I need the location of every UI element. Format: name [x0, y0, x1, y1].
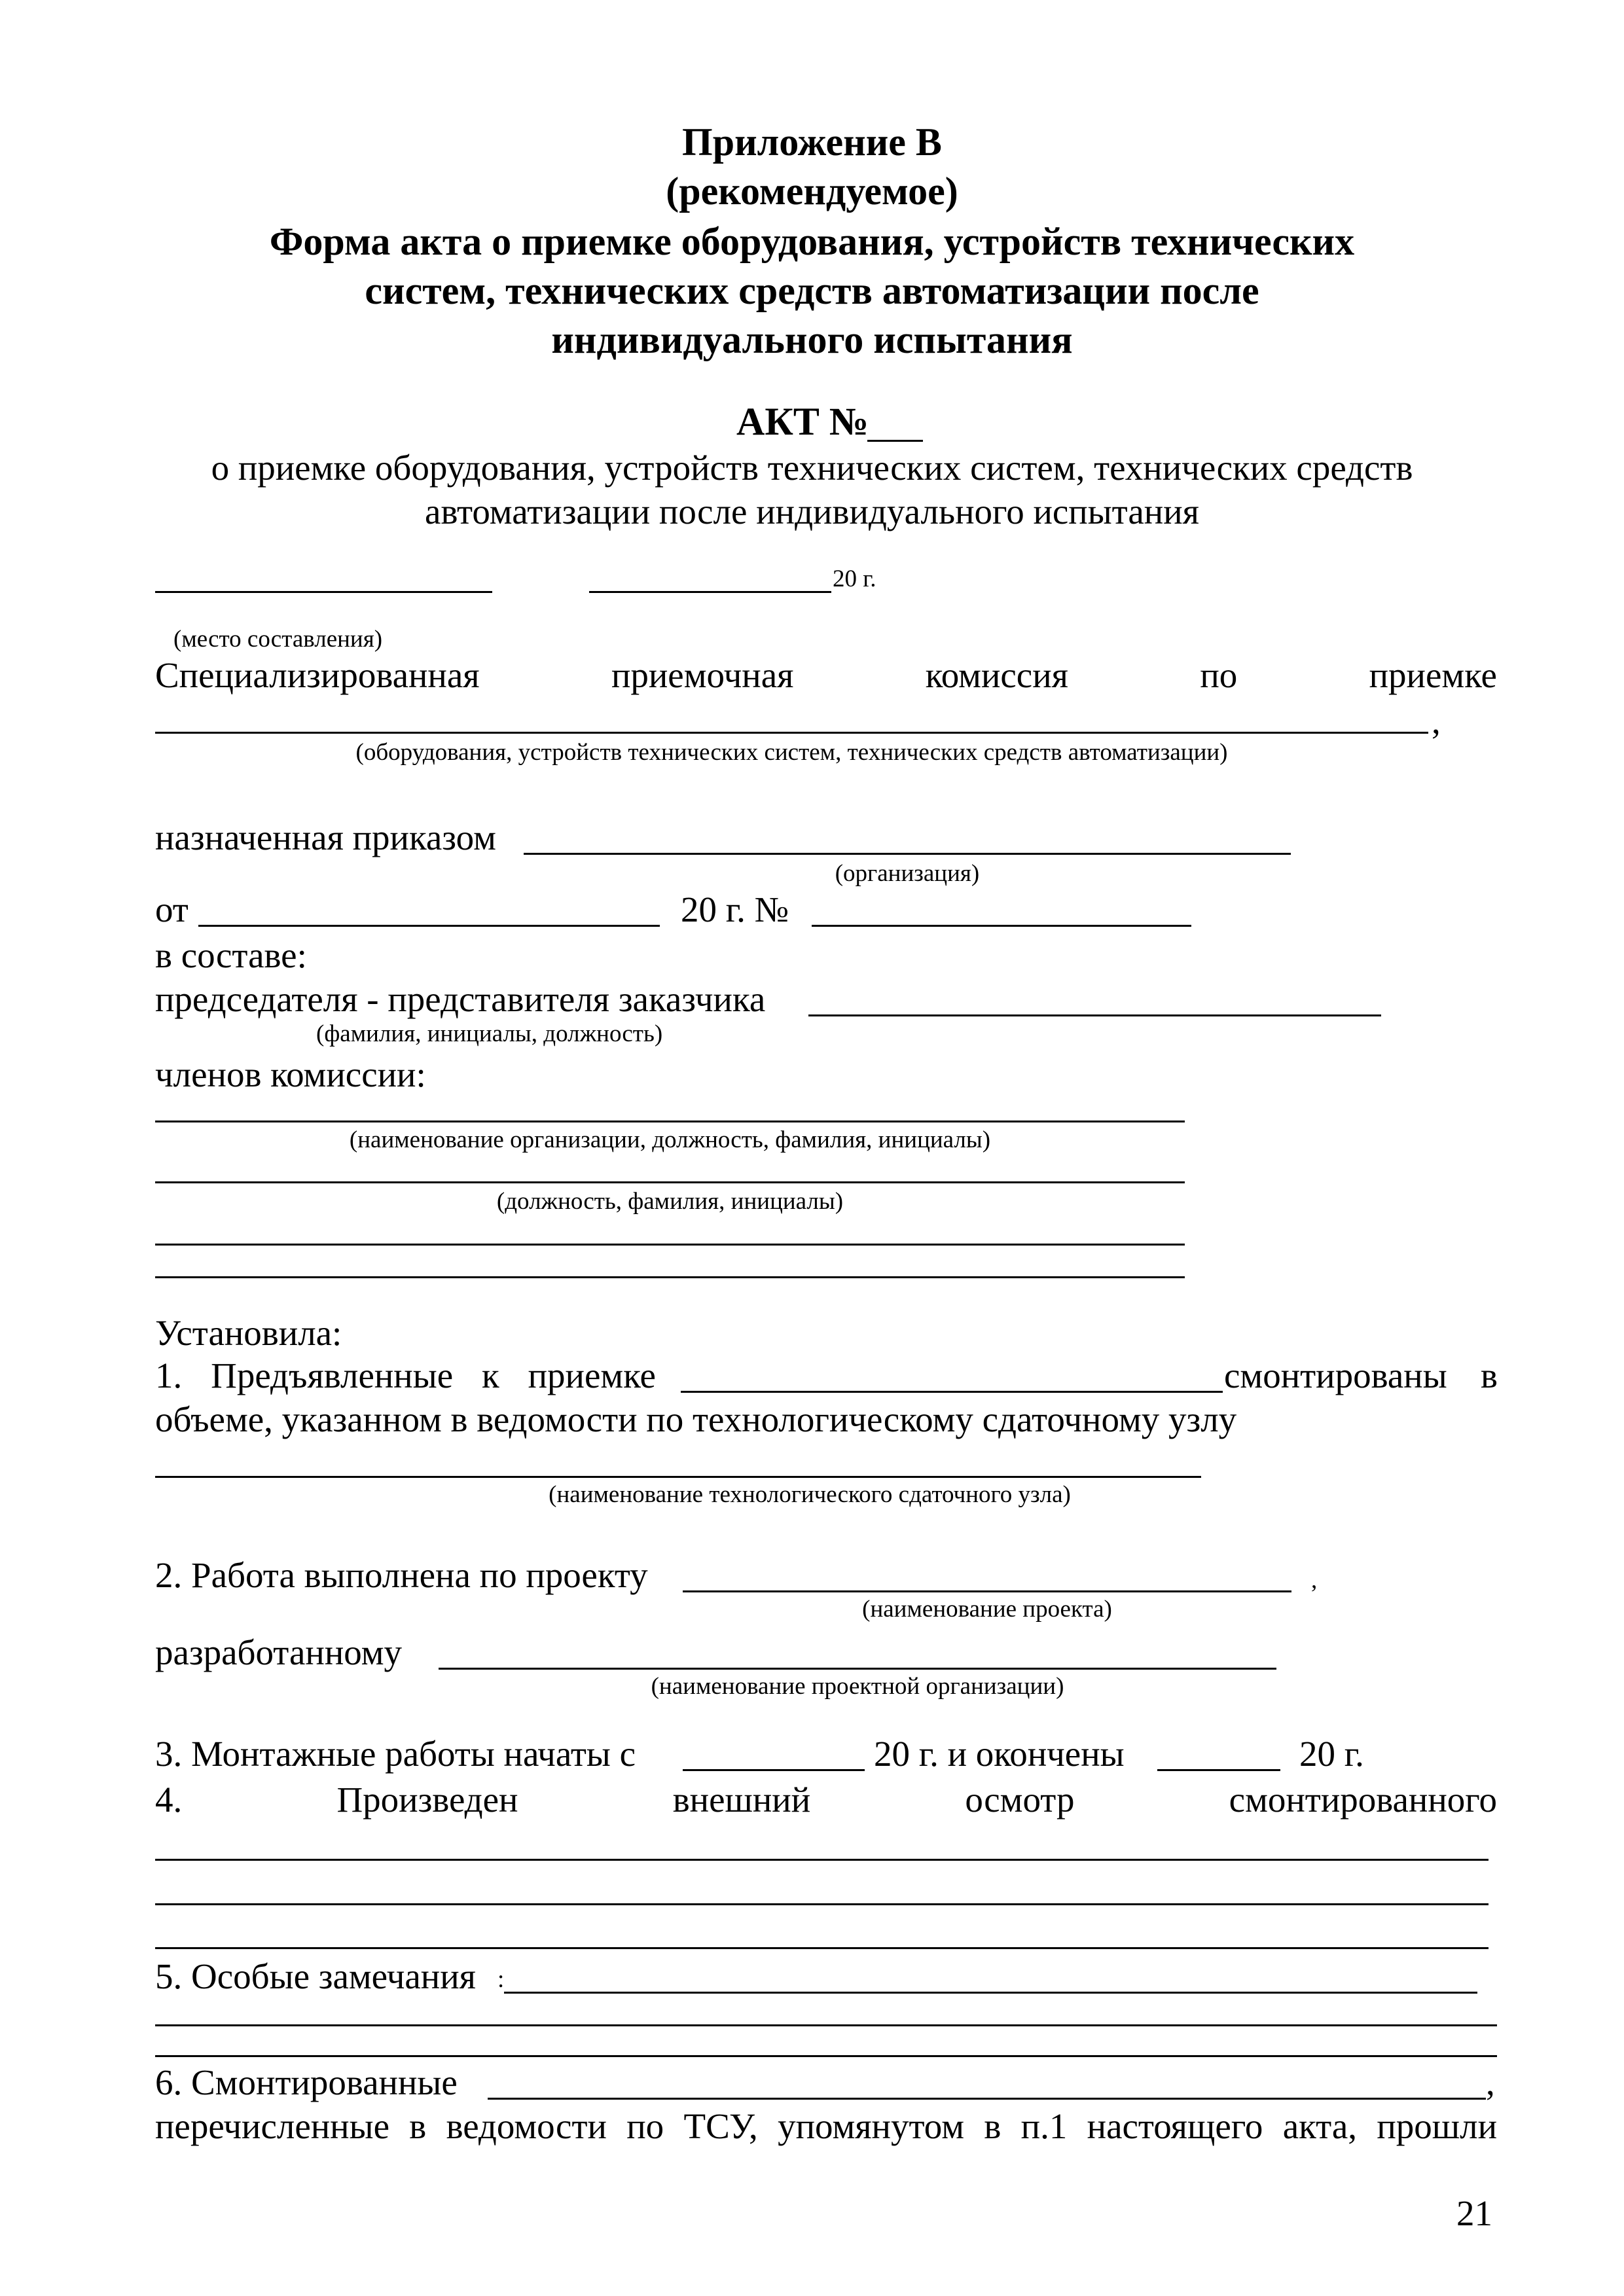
item1-word: к — [482, 1355, 499, 1395]
commission-word: по — [1200, 655, 1238, 695]
item6-mounted-blank[interactable] — [488, 2098, 1486, 2100]
equipment-blank[interactable] — [155, 732, 1428, 734]
item3-end-date-blank[interactable] — [1157, 1769, 1280, 1771]
appendix-subtitle: (рекомендуемое) — [666, 170, 958, 213]
item6-label: 6. Смонтированные — [155, 2062, 458, 2102]
item1-word: приемке — [528, 1355, 656, 1395]
equipment-comma: , — [1432, 701, 1441, 741]
item6-line-2: перечисленные в ведомости по ТСУ, упомянутом в п.1 настоящего акта, прошли — [155, 2106, 1497, 2146]
form-heading-line-1: Форма акта о приемке оборудования, устройств технических — [269, 220, 1355, 263]
item5-colon: : — [497, 1966, 505, 1993]
commission-word: Специализированная — [155, 655, 480, 695]
item1-word: Предъявленные — [211, 1355, 454, 1395]
item5-remarks-blank-3[interactable] — [155, 2055, 1497, 2057]
members-caption-2: (должность, фамилия, инициалы) — [496, 1188, 844, 1215]
item2-project-blank[interactable] — [683, 1590, 1291, 1592]
appendix-title: Приложение В — [682, 120, 942, 164]
item5-remarks-blank-2[interactable] — [155, 2024, 1497, 2026]
appointed-label: назначенная приказом — [155, 817, 496, 857]
equipment-caption: (оборудования, устройств технических систем, технических средств автоматизации) — [355, 739, 1228, 766]
item4-blank-3[interactable] — [155, 1947, 1489, 1949]
item5-remarks-blank-1[interactable] — [504, 1992, 1477, 1994]
item1-in: в — [1481, 1355, 1498, 1395]
item4-word: внешний — [672, 1780, 811, 1820]
item3-start-label: 3. Монтажные работы начаты с — [155, 1734, 636, 1774]
composition-label: в составе: — [155, 935, 307, 975]
place-caption: (место составления) — [173, 626, 383, 653]
item3-mid-label: 20 г. и окончены — [874, 1734, 1125, 1774]
member-blank-4[interactable] — [155, 1276, 1185, 1278]
chairman-label: председателя - представителя заказчика — [155, 979, 766, 1019]
order-number-blank[interactable] — [812, 925, 1191, 927]
item1-caption: (наименование технологического сдаточного узла) — [549, 1481, 1071, 1508]
item4-word: 4. — [155, 1780, 183, 1820]
members-caption-1: (наименование организации, должность, фамилия, инициалы) — [349, 1126, 991, 1153]
form-heading-line-3: индивидуального испытания — [551, 318, 1073, 361]
date-year-suffix: 20 г. — [833, 565, 876, 592]
order-organization-blank[interactable] — [524, 853, 1291, 855]
item2-caption: (наименование проекта) — [862, 1596, 1112, 1623]
item2-comma: , — [1311, 1567, 1318, 1594]
act-number-blank[interactable] — [867, 440, 923, 442]
act-number-label: АКТ № — [736, 400, 869, 443]
item1-intro — [155, 1355, 656, 1396]
commission-word: комиссия — [925, 655, 1068, 695]
date-blank[interactable] — [589, 591, 831, 593]
item2-organization-blank[interactable] — [439, 1668, 1276, 1670]
item3-end-label: 20 г. — [1299, 1734, 1364, 1774]
place-blank[interactable] — [155, 591, 492, 593]
established-label: Установила: — [155, 1313, 342, 1353]
item4-blank-2[interactable] — [155, 1903, 1489, 1905]
chairman-caption: (фамилия, инициалы, должность) — [316, 1020, 663, 1047]
commission-word: приемке — [1369, 655, 1497, 695]
item2-label: 2. Работа выполнена по проекту — [155, 1555, 648, 1595]
chairman-blank[interactable] — [808, 1014, 1381, 1016]
from-label: от — [155, 889, 189, 929]
form-heading-line-2: систем, технических средств автоматизации после — [365, 269, 1259, 312]
item4-word: смонтированного — [1229, 1780, 1497, 1820]
page-number: 21 — [1456, 2193, 1492, 2233]
commission-intro-line — [155, 655, 1497, 696]
item2-developed-label: разработанному — [155, 1632, 403, 1672]
act-about-line-1: о приемке оборудования, устройств технических систем, технических средств — [211, 448, 1413, 488]
order-date-blank[interactable] — [198, 925, 660, 927]
item5-label: 5. Особые замечания — [155, 1956, 476, 1996]
item4-word: осмотр — [965, 1780, 1075, 1820]
item4-word: Произведен — [336, 1780, 518, 1820]
item4-blank-1[interactable] — [155, 1859, 1489, 1861]
act-about-line-2: автоматизации после индивидуального испытания — [425, 492, 1199, 531]
item1-line-2: объеме, указанном в ведомости по технологическому сдаточному узлу — [155, 1399, 1237, 1439]
commission-word: приемочная — [611, 655, 794, 695]
item1-word: 1. — [155, 1355, 183, 1395]
item1-presented-blank[interactable] — [681, 1391, 1223, 1393]
organization-caption: (организация) — [835, 860, 980, 887]
item6-comma: , — [1486, 2062, 1495, 2102]
member-blank-2[interactable] — [155, 1181, 1185, 1183]
order-year-number-label: 20 г. № — [681, 889, 789, 929]
member-blank-3[interactable] — [155, 1244, 1185, 1246]
member-blank-1[interactable] — [155, 1121, 1185, 1122]
members-label: членов комиссии: — [155, 1054, 426, 1094]
item1-node-blank[interactable] — [155, 1476, 1201, 1478]
item4-line — [155, 1779, 1497, 1820]
item3-start-date-blank[interactable] — [683, 1769, 865, 1771]
item1-mounted: смонтированы — [1224, 1355, 1447, 1395]
item2-organization-caption: (наименование проектной организации) — [651, 1673, 1064, 1700]
